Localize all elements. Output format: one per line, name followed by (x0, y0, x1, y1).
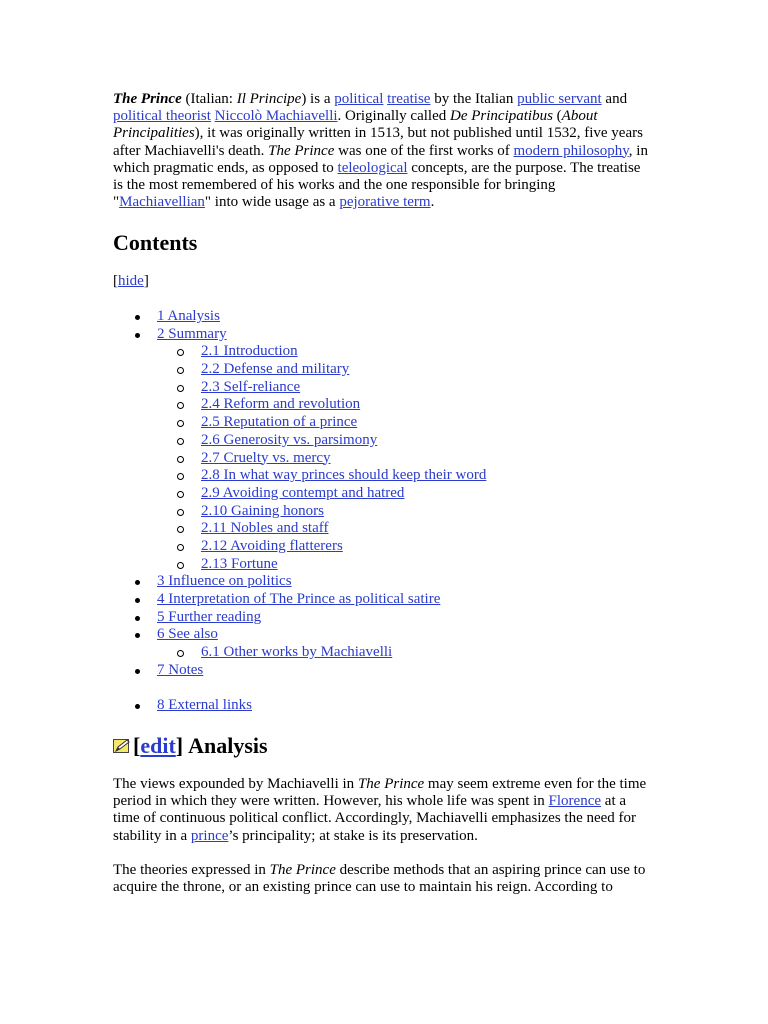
toc-subitem (113, 432, 486, 450)
toc-link-nobles-and-staff[interactable]: 2.11 Nobles and staff (201, 520, 329, 537)
toc-link-summary[interactable]: 2 Summary (157, 325, 227, 342)
toc-item (113, 573, 486, 591)
link-teleological[interactable]: teleological (337, 159, 408, 176)
intro-paragraph (113, 91, 648, 211)
toc-item (113, 697, 252, 715)
bullet-marker (135, 315, 140, 320)
toc-row (113, 662, 486, 680)
toc-sublist (113, 343, 486, 573)
bullet-marker (135, 669, 140, 674)
link-public-servant[interactable]: public servant (517, 91, 602, 107)
book-title: The Prince (357, 776, 425, 792)
sub-bullet-marker (177, 420, 184, 427)
sub-bullet-marker (177, 402, 184, 409)
toc-row (113, 538, 486, 556)
text-run: at a (601, 793, 627, 810)
text-run: and (601, 91, 628, 107)
edit-link[interactable]: edit (140, 733, 176, 758)
paragraph-line (113, 194, 648, 211)
text-run: period in which they were written. However, his whole life was spent in (113, 793, 549, 810)
paragraph-line (113, 125, 648, 142)
toc-list (113, 308, 486, 679)
text-run: time of continuous political conflict. Accordingly, Machiavelli emphasizes the need for (113, 810, 637, 827)
text-run: describe methods that an aspiring prince can use to (335, 862, 646, 878)
toc-row (113, 626, 486, 644)
bullet-marker (135, 704, 140, 709)
toc-link-gaining-honors[interactable]: 2.10 Gaining honors (201, 502, 324, 519)
link-niccolo-machiavelli[interactable]: Niccolò Machiavelli (214, 108, 338, 125)
link-pejorative-term[interactable]: pejorative term (339, 194, 431, 211)
link-modern-philosophy[interactable]: modern philosophy (513, 142, 629, 159)
toc-row (113, 414, 486, 432)
toc-row (113, 326, 486, 344)
toc-item (113, 609, 486, 627)
edit-icon[interactable] (113, 738, 131, 754)
toc-list (113, 697, 252, 715)
bullet-marker (135, 598, 140, 603)
toc-link-external-links[interactable]: 8 External links (157, 697, 252, 713)
text-run: concepts, are the purpose. The treatise (407, 159, 641, 176)
toc-row (113, 432, 486, 450)
toc-link-generosity-vs-parsimony[interactable]: 2.6 Generosity vs. parsimony (201, 431, 378, 448)
sub-bullet-marker (177, 367, 184, 374)
toc-subitem (113, 485, 486, 503)
sub-bullet-marker (177, 349, 184, 356)
bullet-marker (135, 580, 140, 585)
translated-title: Principalities (113, 125, 195, 142)
text-run: . (430, 194, 435, 211)
toc-link-avoiding-flatterers[interactable]: 2.12 Avoiding flatterers (201, 537, 343, 554)
bullet-marker (135, 333, 140, 338)
link-political[interactable]: political (334, 91, 384, 107)
bracket-close: ] (175, 733, 184, 758)
text-run: which pragmatic ends, as opposed to (113, 159, 338, 176)
toc-subitem (113, 644, 486, 662)
text-run: ’s principality; at stake is its preservation. (228, 827, 478, 844)
sub-bullet-marker (177, 509, 184, 516)
text-run: is the most remembered of his works and the one responsible for bringing (113, 176, 556, 193)
toc-link-other-works[interactable]: 6.1 Other works by Machiavelli (201, 644, 393, 661)
toc-item (113, 626, 486, 661)
toc-link-fortune[interactable]: 2.13 Fortune (201, 555, 278, 572)
paragraph-line (113, 177, 648, 194)
toc-row (113, 450, 486, 468)
toc-item (113, 326, 486, 574)
toc-item (113, 308, 486, 326)
toc-link-analysis[interactable]: 1 Analysis (157, 308, 220, 324)
toc-link-reputation-of-a-prince[interactable]: 2.5 Reputation of a prince (201, 414, 358, 431)
text-run: . Originally called (337, 108, 450, 125)
toc-row (113, 520, 486, 538)
paragraph-line (113, 793, 646, 810)
toc-row (113, 644, 486, 662)
toc-link-notes[interactable]: 7 Notes (157, 661, 204, 678)
text-run: ) is a (301, 91, 335, 107)
sub-bullet-marker (177, 473, 184, 480)
toc-link-defense-and-military[interactable]: 2.2 Defense and military (201, 361, 350, 378)
link-machiavellian[interactable]: Machiavellian (119, 194, 205, 211)
toc-link-further-reading[interactable]: 5 Further reading (157, 608, 262, 625)
sub-bullet-marker (177, 438, 184, 445)
paragraph-line (113, 160, 648, 177)
text-run: by the Italian (430, 91, 518, 107)
toc-subitem (113, 343, 486, 361)
toc-toggle (113, 273, 149, 290)
toc-row (113, 308, 486, 326)
article-title: The Prince (113, 91, 182, 107)
toc-row (113, 361, 486, 379)
toc-row (113, 343, 486, 361)
toc-subitem (113, 414, 486, 432)
paragraph-line (113, 776, 646, 793)
sub-bullet-marker (177, 650, 184, 657)
toc-subitem (113, 538, 486, 556)
text-run: acquire the throne, or an existing prince can use to maintain his reign. According to (113, 879, 613, 896)
sub-bullet-marker (177, 491, 184, 498)
latin-title: De Principatibus (450, 108, 553, 125)
text-run: was one of the first works of (334, 142, 514, 159)
book-title: The Prince (268, 142, 335, 159)
text-run: (Italian: (181, 91, 237, 107)
toc-subitem (113, 450, 486, 468)
text-run: may seem extreme even for the time (424, 776, 647, 792)
book-title: The Prince (269, 862, 336, 878)
toc-item (113, 591, 486, 609)
link-prince[interactable]: prince (190, 827, 229, 844)
toc-subitem (113, 556, 486, 574)
bracket-open: [ (133, 733, 141, 758)
sub-bullet-marker (177, 562, 184, 569)
italian-title: Il Principe (236, 91, 302, 107)
sub-bullet-marker (177, 456, 184, 463)
paragraph-line (113, 143, 648, 160)
text-run: " into wide usage as a (204, 194, 340, 211)
section-heading-analysis (113, 733, 268, 759)
toc-sublist (113, 644, 486, 662)
section-title: Analysis (188, 733, 268, 758)
analysis-paragraph (113, 862, 645, 896)
sub-bullet-marker (177, 544, 184, 551)
toc-row (113, 396, 486, 414)
toc-row (113, 609, 486, 627)
toc-link-avoiding-contempt[interactable]: 2.9 Avoiding contempt and hatred (201, 484, 405, 501)
toc-row (113, 503, 486, 521)
toc-link-keep-their-word[interactable]: 2.8 In what way princes should keep their word (201, 467, 487, 484)
paragraph-line (113, 810, 646, 827)
toc-subitem (113, 520, 486, 538)
text-run: stability in a (113, 827, 191, 844)
text-run: ), it was originally written in 1513, but not published until 1532, five years (194, 125, 643, 142)
sub-bullet-marker (177, 385, 184, 392)
paragraph-line (113, 879, 645, 896)
toc-row (113, 573, 486, 591)
toc-subitem (113, 503, 486, 521)
text-run: The views expounded by Machiavelli in (113, 776, 358, 792)
toc-item (113, 662, 486, 680)
toc-row (113, 485, 486, 503)
toc-link-influence-on-politics[interactable]: 3 Influence on politics (157, 573, 292, 590)
toc-hide-link[interactable]: hide (118, 273, 144, 289)
text-run: after Machiavelli's death. (113, 142, 269, 159)
toc-link-self-reliance[interactable]: 2.3 Self-reliance (201, 378, 301, 395)
text-run: " (113, 194, 120, 211)
bracket-open: [ (113, 273, 118, 289)
toc-row (113, 556, 486, 574)
toc-link-introduction[interactable]: 2.1 Introduction (201, 343, 298, 360)
toc-link-interpretation[interactable]: 4 Interpretation of The Prince as political satire (157, 591, 441, 607)
bullet-marker (135, 616, 140, 621)
toc-row (113, 697, 252, 715)
bullet-marker (135, 633, 140, 638)
link-treatise[interactable]: treatise (387, 91, 431, 107)
translated-title: About (561, 108, 598, 125)
text-run: The theories expressed in (113, 862, 270, 878)
toc-subitem (113, 396, 486, 414)
analysis-paragraph (113, 776, 646, 845)
link-political-theorist[interactable]: political theorist (113, 108, 211, 125)
paragraph-line (113, 91, 648, 108)
text-run: ( (552, 108, 562, 125)
toc-link-reform-and-revolution[interactable]: 2.4 Reform and revolution (201, 396, 361, 413)
sub-bullet-marker (177, 526, 184, 533)
toc-link-cruelty-vs-mercy[interactable]: 2.7 Cruelty vs. mercy (201, 449, 331, 466)
toc-title: Contents (113, 230, 198, 255)
toc-row (113, 591, 486, 609)
toc-subitem (113, 467, 486, 485)
toc-row (113, 379, 486, 397)
link-florence[interactable]: Florence (548, 793, 602, 810)
paragraph-line (113, 108, 648, 125)
paragraph-line (113, 862, 645, 879)
toc-subitem (113, 361, 486, 379)
paragraph-line (113, 828, 646, 845)
toc-subitem (113, 379, 486, 397)
bracket-close: ] (143, 273, 149, 289)
toc-link-see-also[interactable]: 6 See also (157, 626, 218, 643)
toc-row (113, 467, 486, 485)
text-run: , in (628, 142, 648, 159)
